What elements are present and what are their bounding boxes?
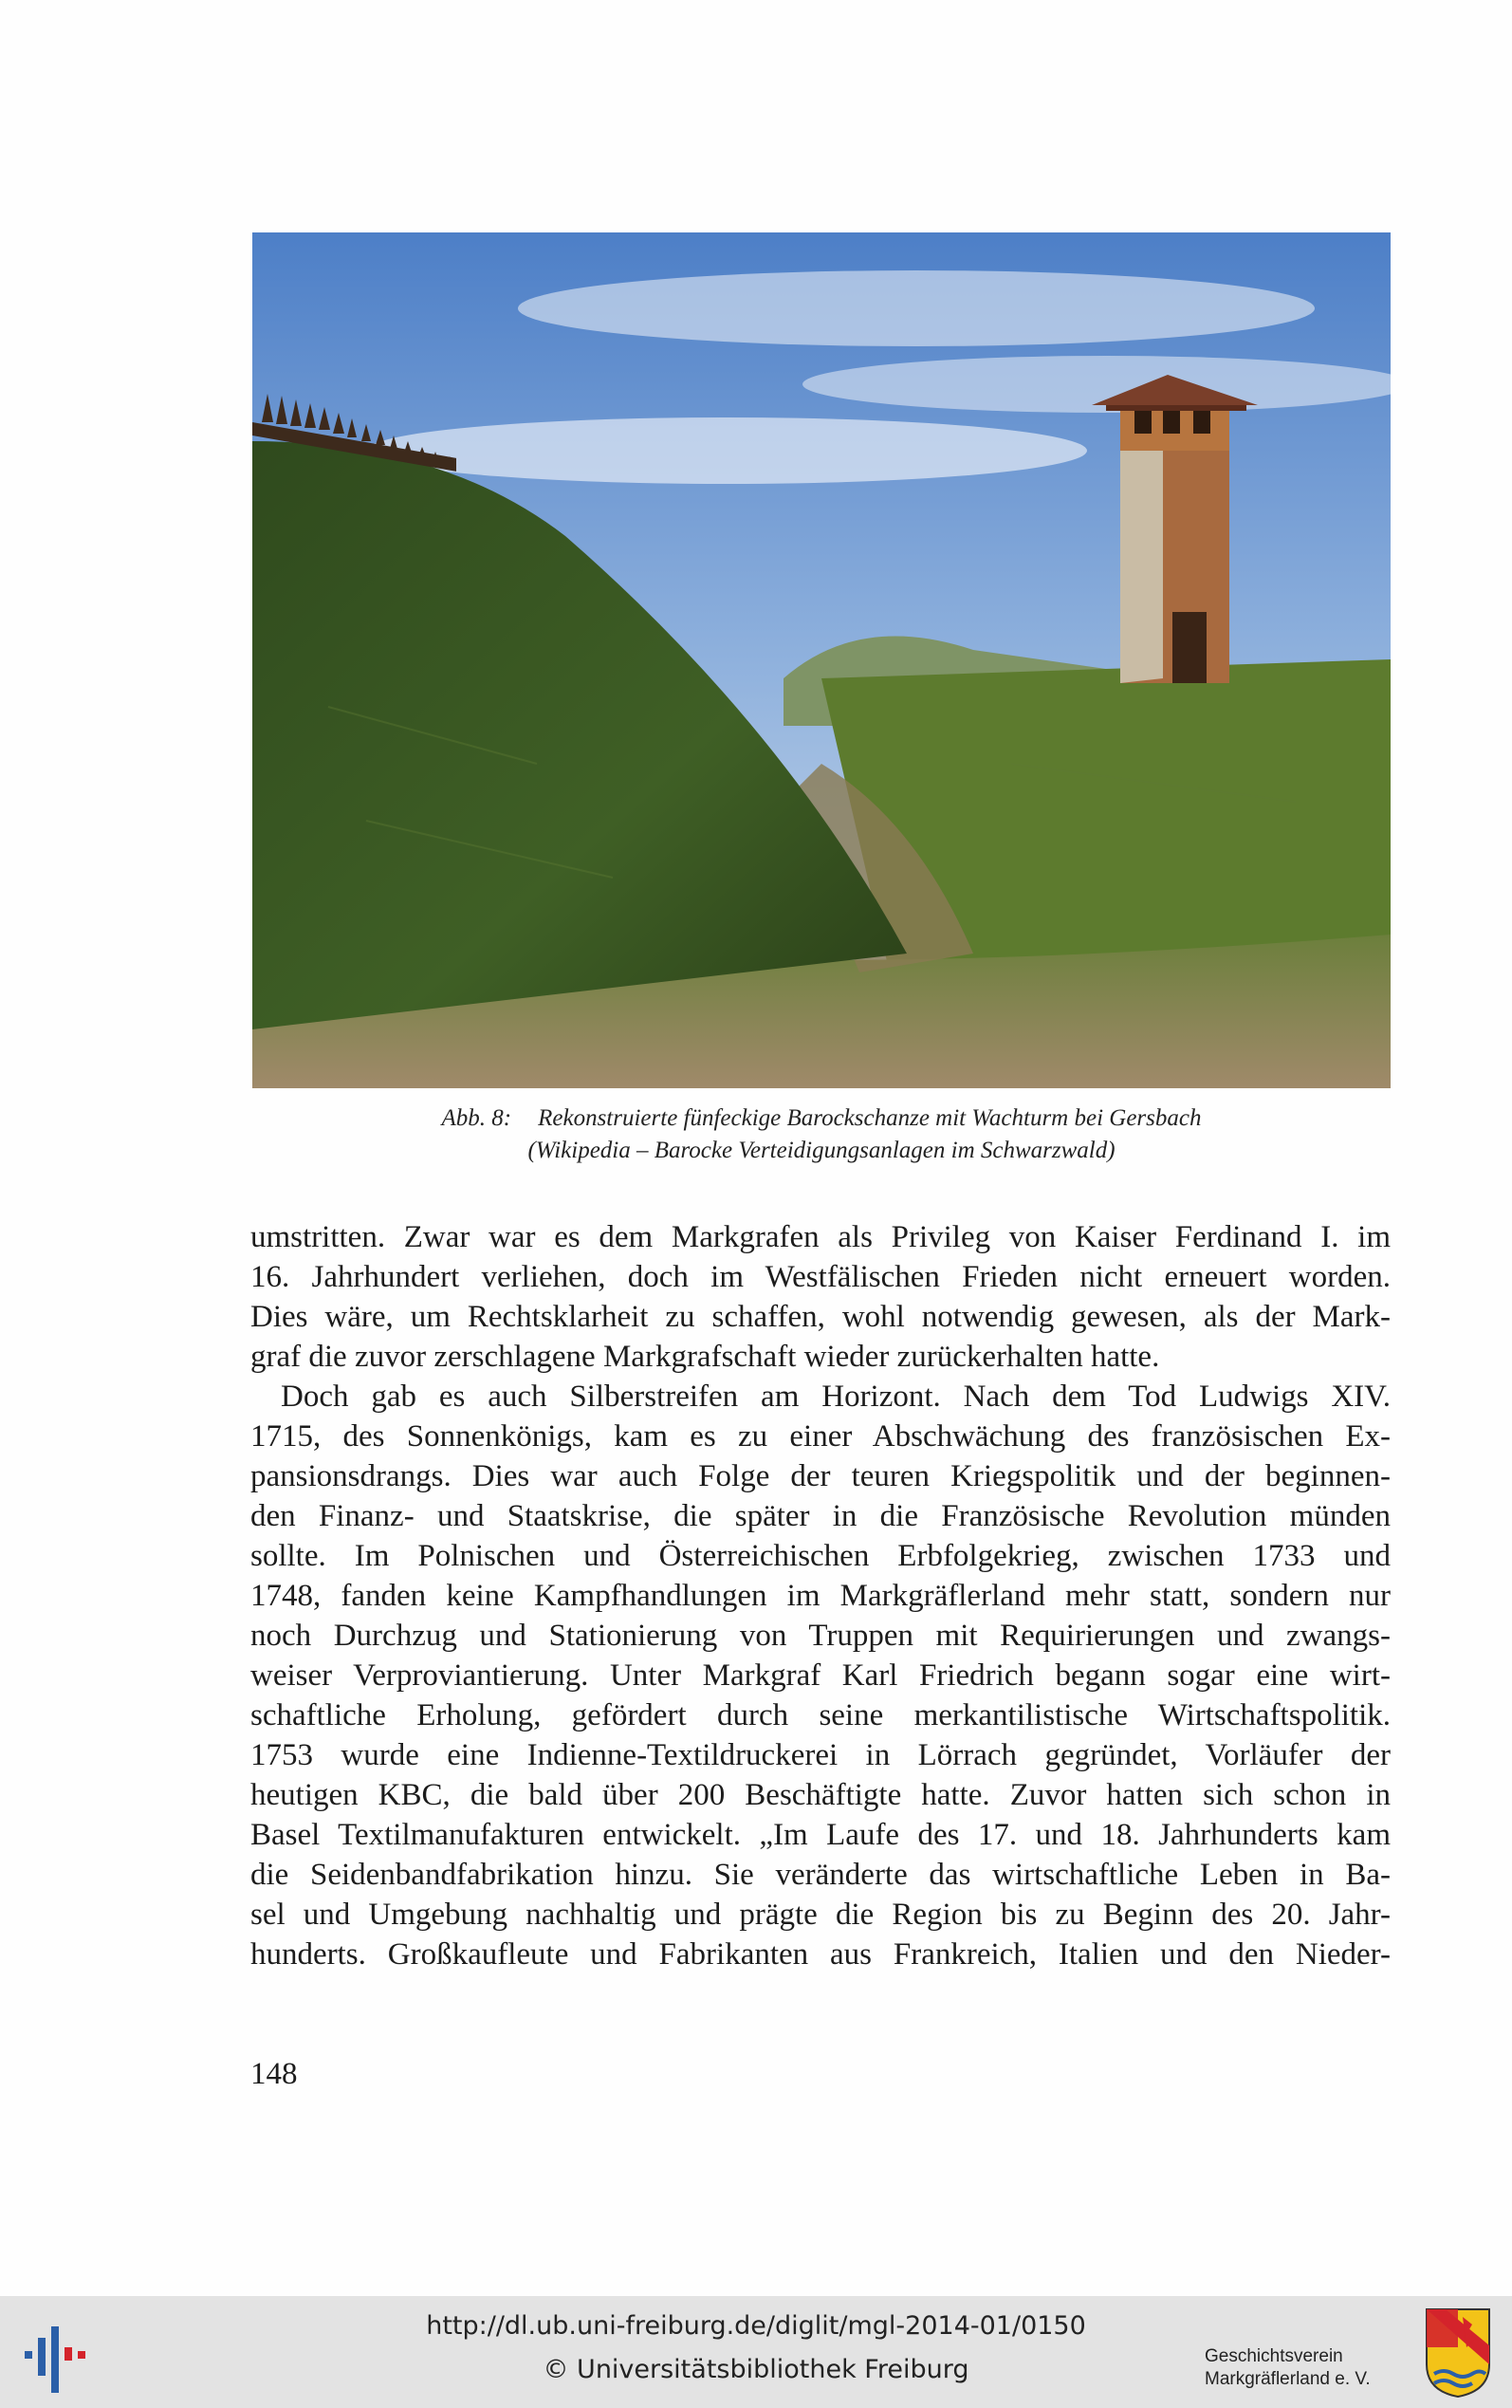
- body-line: pansionsdrangs. Dies war auch Folge der teuren Kriegspolitik und der beginnen-: [250, 1459, 1391, 1493]
- caption-line-1: Rekonstruierte fünfeckige Barockschanze mit Wachturm bei Gersbach: [538, 1105, 1202, 1131]
- body-line: 16. Jahrhundert verliehen, doch im Westfälischen Frieden nicht erneuert worden.: [250, 1260, 1391, 1294]
- body-line: schaftliche Erholung, gefördert durch seine merkantilistische Wirtschaftspolitik.: [250, 1698, 1391, 1732]
- body-line: noch Durchzug und Stationierung von Truppen mit Requirierungen und zwangs-: [250, 1619, 1391, 1653]
- body-line: 1715, des Sonnenkönigs, kam es zu einer Abschwächung des französischen Ex-: [250, 1419, 1391, 1454]
- body-line: heutigen KBC, die bald über 200 Beschäftigte hatte. Zuvor hatten sich schon in: [250, 1778, 1391, 1812]
- publisher-name: [1205, 2345, 1371, 2391]
- caption-line-2: (Wikipedia – Barocke Verteidigungsanlagen im Schwarzwald): [527, 1138, 1116, 1163]
- body-line: sollte. Im Polnischen und Österreichischen Erbfolgekrieg, zwischen 1733 und: [250, 1539, 1391, 1573]
- page-number: 148: [250, 2057, 298, 2091]
- body-line: die Seidenbandfabrikation hinzu. Sie veränderte das wirtschaftliche Leben in Ba-: [250, 1858, 1391, 1892]
- landscape-photo: [252, 232, 1391, 1088]
- body-line: hunderts. Großkaufleute und Fabrikanten aus Frankreich, Italien und den Nieder-: [250, 1937, 1391, 1972]
- body-line: Basel Textilmanufakturen entwickelt. „Im Laufe des 17. und 18. Jahrhunderts kam: [250, 1818, 1391, 1852]
- body-line: 1753 wurde eine Indienne-Textildruckerei in Lörrach gegründet, Vorläufer der: [250, 1738, 1391, 1772]
- body-text: [250, 1217, 1391, 1974]
- body-line: Dies wäre, um Rechtsklarheit zu schaffen, wohl notwendig gewesen, als der Mark-: [250, 1300, 1391, 1334]
- body-line: sel und Umgebung nachhaltig und prägte die Region bis zu Beginn des 20. Jahr-: [250, 1898, 1391, 1932]
- permalink-url[interactable]: http://dl.ub.uni-freiburg.de/diglit/mgl-2014-01/0150: [426, 2311, 1086, 2341]
- body-line: graf die zuvor zerschlagene Markgrafschaft wieder zurückerhalten hatte.: [250, 1340, 1160, 1374]
- figure-caption: [252, 1102, 1391, 1167]
- photo-barockschanze-wachturm: [252, 232, 1391, 1088]
- copyright-notice: © Universitätsbibliothek Freiburg: [543, 2355, 969, 2384]
- publisher-line-1: Geschichtsverein: [1205, 2346, 1343, 2366]
- body-line: Doch gab es auch Silberstreifen am Horizont. Nach dem Tod Ludwigs XIV.: [281, 1380, 1391, 1414]
- body-line: den Finanz- und Staatskrise, die später in die Französische Revolution münden: [250, 1499, 1391, 1533]
- body-line: 1748, fanden keine Kampfhandlungen im Markgräflerland mehr statt, sondern nur: [250, 1579, 1391, 1613]
- body-line: umstritten. Zwar war es dem Markgrafen als Privileg von Kaiser Ferdinand I. im: [250, 1220, 1391, 1254]
- markgraeflerland-crest-icon: [1425, 2307, 1491, 2399]
- body-line: weiser Verproviantierung. Unter Markgraf Karl Friedrich begann sogar eine wirt-: [250, 1658, 1391, 1693]
- publisher-line-2: Markgräflerland e. V.: [1205, 2369, 1371, 2389]
- figure-label: Abb. 8:: [441, 1105, 512, 1131]
- footer-bar: [0, 2296, 1512, 2408]
